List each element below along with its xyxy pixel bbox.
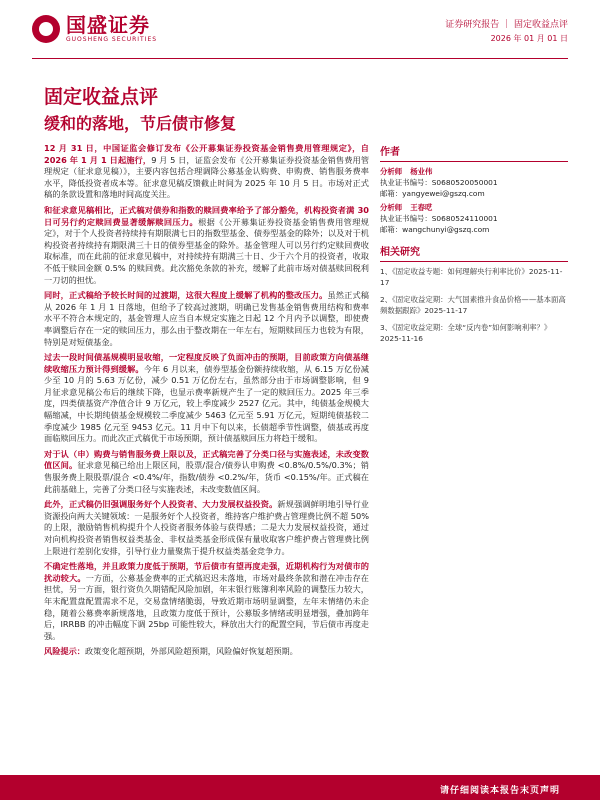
paragraph: 同时，正式稿给予较长时间的过渡期，这很大程度上缓解了机构的整改压力。虽然正式稿从 2026 年 1 月 1 日落地，但给予了较高过渡期，明确已发售基金销售费用结构和费率水平不符合本规定的，基金管理人应当自本规定实施之日起 12 个月内予以调整，即使费率调整后存在一定的赎回压力，那么由于整改期在一年左右，短期赎回压力也较为有限，特别是对短债基金。 xyxy=(44,290,369,347)
analyst-cert: 执业证书编号：S0680524110001 xyxy=(380,214,498,223)
paragraph: 12 月 31 日，中国证监会修订发布《公开募集证券投资基金销售费用管理规定》，自 2026 年 1 月 1 日起施行，9 月 5 日，证监会发布《公开募集证券投资基金销售费用管理规定（征求意见稿）》，主要内容包括合理调降公募基金认购费、申购费、销售服务费率水平，降低投资者成本等。征求意见稿反馈截止时间为 2025 年 10 月 5 日。市场对正式稿的条款设置和落地时间高度关注。 xyxy=(44,143,370,200)
company-logo xyxy=(32,14,157,43)
sidebar xyxy=(380,143,568,350)
risk-warning: 风险提示：政策变化超预期，外部风险超预期，风险偏好恢复超预期。 xyxy=(44,646,298,657)
analyst-name: 王春呓 xyxy=(410,203,433,212)
paragraph: 过去一段时间债基规模明显收缩，一定程度反映了负面冲击的预期，目前政策方向债基继续收缩压力预计得到缓解。今年 6 月以来，债券型基金份额持续收缩，从 6.15 万亿份减少至 10 月的 5.63 万亿份，减少 0.51 万亿份左右，虽然部分由于市场调整影响，但 9 月征求意见稿公布后的继续下降，也显示费率新规产生了一定的赎回压力。2025 年三季度，四类债基资产净值合计 9 万亿元，较上季度减少 2527 亿元。其中，纯债基金规模大幅缩减，中长期纯债基金规模较二季度减少 5463 亿元至 5.91 万亿元，短期纯债基较二季度减少 1985 亿元至 9453 亿元。11 月中下旬以来，长债超季节性调整，债基或再度面临赎回压力。而此次正式稿优于市场预期，预计债基赎回压力将趋于缓和。 xyxy=(44,352,369,444)
analyst-cert: 执业证书编号：S0680520050001 xyxy=(380,178,498,187)
report-header xyxy=(32,14,568,54)
header-divider xyxy=(32,58,568,59)
analyst-email[interactable]: 邮箱：wangchunyi@gszq.com xyxy=(380,225,490,234)
report-date: 2026 年 01 月 01 日 xyxy=(490,34,568,43)
related-item[interactable]: 3、《固定收益定期：全球“反内卷”如何影响利率？》2025-11-16 xyxy=(380,323,552,343)
related-heading: 相关研究 xyxy=(380,243,568,262)
analyst-email[interactable]: 邮箱：yangyewei@gszq.com xyxy=(380,189,485,198)
related-item[interactable]: 2、《固定收益定期：大气国素推升食品价格——基本面高频数据跟踪》2025-11-17 xyxy=(380,295,566,315)
analyst-name: 杨业伟 xyxy=(410,167,433,176)
analyst-role: 分析师 xyxy=(380,167,403,176)
paragraph: 和征求意见稿相比，正式稿对债券和指数的赎回费率给予了部分豁免，机构投资者满 30 日可另行约定赎回费显著缓解赎回压力。根据《公开募集证券投资基金销售费用管理规定》，对于个人投资者持续持有期限满七日的指数型基金、债券型基金的除外；以及对于机构投资者持续持有期限满三十日的债券型基金的除外。基金管理人可以另行约定赎回费收取标准，而在此前的征求意见稿中，对持续持有期满三十日、少于六个月的投资者，收取不低于赎回金额 0.5% 的赎回费。此次豁免条款的补充，缓解了此前市场对债基赎回税利一刀切的担忧。 xyxy=(44,204,369,285)
report-subtitle: 缓和的落地，节后债市修复 xyxy=(44,114,237,133)
logo-icon xyxy=(32,15,60,43)
analyst-card xyxy=(380,166,568,199)
footer-bar xyxy=(0,775,600,800)
analyst-role: 分析师 xyxy=(380,203,403,212)
paragraph: 不确定性落地，并且政策力度低于预期，节后债市有望再度走强，近期机构行为对债市的扰动较大。一方面，公募基金费率的正式稿迟迟未落地，市场对最终条款和潜在冲击存在担忧，另一方面，银行资负久期错配风险加剧，年末银行账簿利率风险的调整压力较大，年末配置盘配置需求不足，交易盘情绪脆弱，导致近期市场明显调整，左年末情绪仍未企稳，随着公募费率新规落地，且政策力度低于预计，公募版多情绪或明显增强，叠加跨年后，IRRBB 的冲击幅度下调 25bp 可能性较大，释放出大行的配置空间，节后债市再度走强。 xyxy=(44,561,369,641)
main-body xyxy=(44,143,369,662)
logo-en-text: GUOSHENG SECURITIES xyxy=(66,36,158,43)
paragraph: 此外，正式稿仍旧强调服务好个人投资者、大力发展权益投资。新规强调鲜明地引导行业资源投向两大关键领域：一是服务好个人投资者，维持客户维护费占管理费比例不超 50% 的上限，激励销售机构提升个人投资者服务体验与获得感；二是大力发展权益投资，通过对向机构投资者销售权益类基金、非权益类基金形成保有量收取客户维护费占管理费比例上限进行差别化安排，引导行业力量聚焦于提升权益类基金竞争力。 xyxy=(44,499,369,556)
paragraph: 对于认（申）购费与销售服务费上限以及，正式稿完善了分类口径与实施表述，未改变数值区间。征求意见稿已给出上限区间，股票/混合/债券认申购费 <0.8%/0.5%/0.3%；销售服务费上限股票/混合 <0.4%/年，指数/债券 <0.2%/年，货币 <0.15%/年。正式稿在此前基础上，完善了分类口径与实施表述，未改变数值区间。 xyxy=(44,448,369,494)
report-title: 固定收益点评 xyxy=(44,86,159,108)
related-item[interactable]: 1、《固定收益专题：如何理解央行利率比价》2025-11-17 xyxy=(380,267,563,287)
logo-cn-text: 国盛证券 xyxy=(66,13,150,37)
analyst-card xyxy=(380,202,568,235)
footer-disclaimer: 请仔细阅读本报告末页声明 xyxy=(439,786,560,796)
report-type: 证券研究报告 ｜ 固定收益点评 xyxy=(445,20,568,30)
authors-heading: 作者 xyxy=(380,143,568,162)
